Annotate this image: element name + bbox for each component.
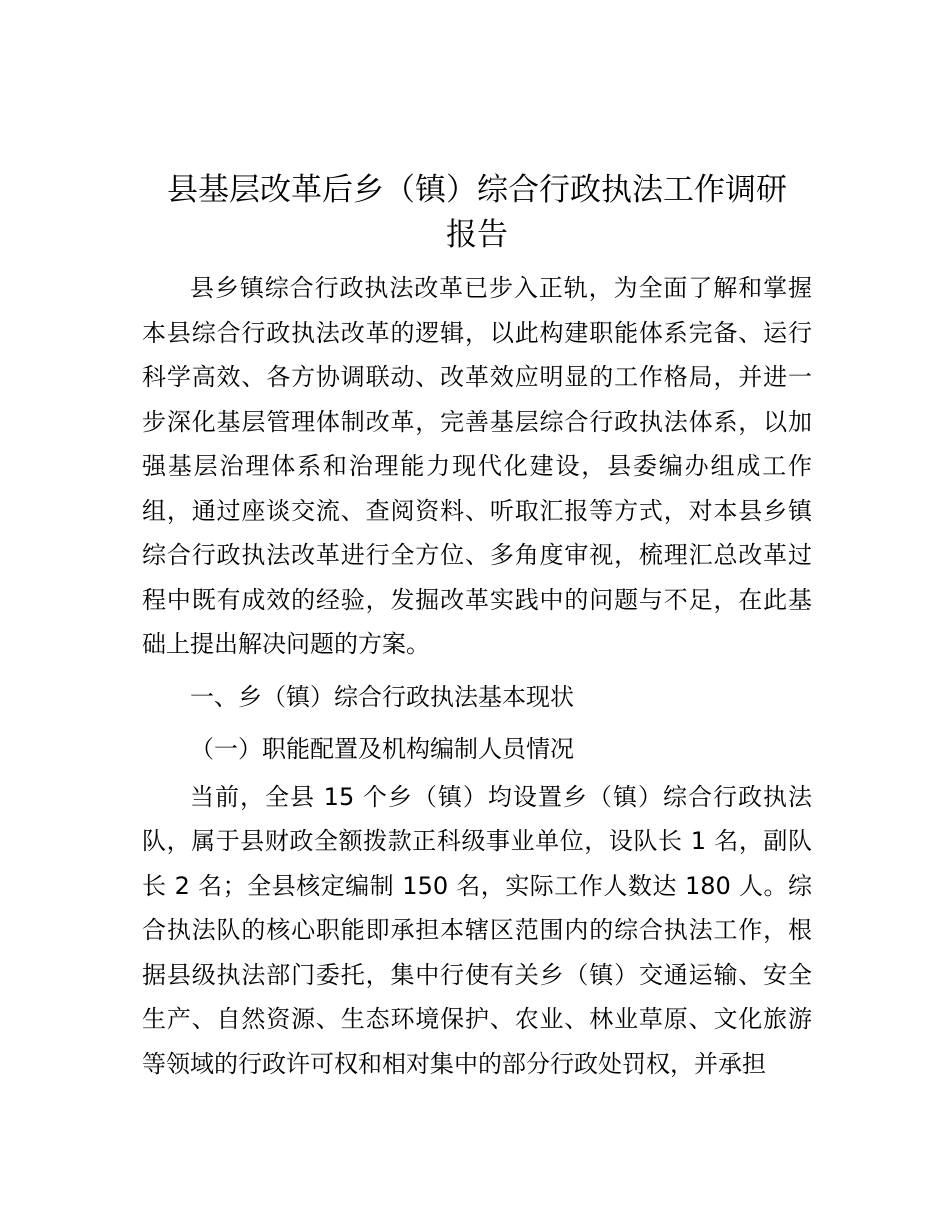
title-line-1: 县基层改革后乡（镇）综合行政执法工作调研 xyxy=(167,172,787,208)
section-heading-1: 一、乡（镇）综合行政执法基本现状 xyxy=(190,682,574,711)
subsection-heading-1: （一）职能配置及机构编制人员情况 xyxy=(190,734,574,763)
intro-paragraph: 县乡镇综合行政执法改革已步入正轨，为全面了解和掌握本县综合行政执法改革的逻辑，以此构建职能体系完备、运行科学高效、各方协调联动、改革效应明显的工作格局，并进一步深化基层管理体制改革，完善基层综合行政执法体系，以加强基层治理体系和治理能力现代化建设，县委编办组成工作组，通过座谈交流、查阅资料、听取汇报等方式，对本县乡镇综合行政执法改革进行全方位、多角度审视，梳理汇总改革过程中既有成效的经验，发掘改革实践中的问题与不足，在此基础上提出解决问题的方案。 xyxy=(142,274,812,658)
document-title xyxy=(142,168,812,258)
body-paragraph: 当前，全县 15 个乡（镇）均设置乡（镇）综合行政执法队，属于县财政全额拨款正科级事业单位，设队长 1 名，副队长 2 名；全县核定编制 150 名，实际工作人数达 180 人。综合执法队的核心职能即承担本辖区范围内的综合执法工作，根据县级执法部门委托，集中行使有关乡（镇）交通运输、安全生产、自然资源、生态环境保护、农业、林业草原、文化旅游等领域的行政许可权和相对集中的部分行政处罚权，并承担 xyxy=(142,782,812,1078)
title-line-2: 报告 xyxy=(446,217,508,253)
